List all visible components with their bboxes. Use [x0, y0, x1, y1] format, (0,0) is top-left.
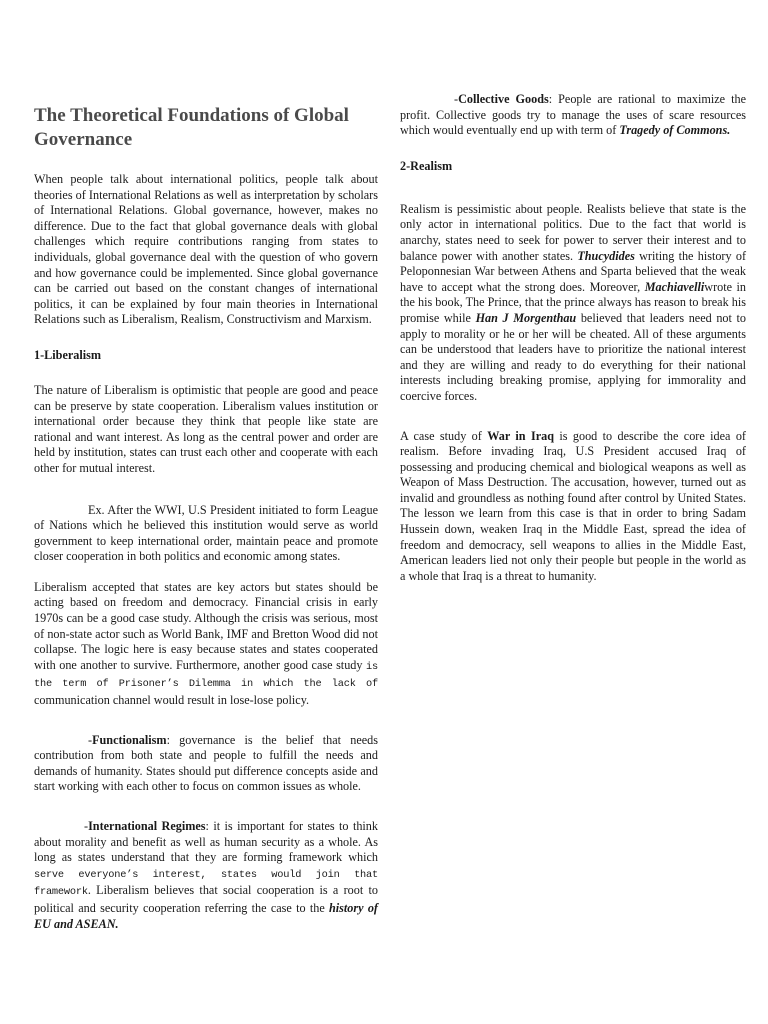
liberalism-example-paragraph: Ex. After the WWI, U.S President initiated to form League of Nations which he believed this institution would serve as world government to keep international order, maintain peace and promote closer cooperation in both politics and economic among states. — [34, 502, 378, 564]
realism-paragraph — [400, 202, 746, 405]
collective-goods-prefix: - — [454, 92, 459, 106]
document-title: The Theoretical Foundations of Global Governance — [34, 105, 349, 150]
heading-liberalism: 1-Liberalism — [34, 347, 102, 362]
thucydides-name: Thucydides — [577, 248, 635, 263]
morgenthau-name: Han J Morgenthau — [475, 310, 577, 325]
left-column — [34, 104, 378, 947]
regimes-term: International Regimes — [88, 819, 206, 833]
iraq-case-paragraph — [400, 429, 746, 585]
tragedy-of-commons-emphasis: Tragedy of Commons. — [619, 123, 731, 138]
liberalism-paragraph-3 — [34, 580, 378, 709]
realism-text-a: Realism is pessimistic about people. Realists believe that state is the only actor in international politics. Due to the fact that world is anarchy, states need to seek for power to server their interest and to balance power with another states. — [400, 201, 746, 263]
regimes-text-a: : it is important for states to think about morality and benefit as well as human security as a whole. As long as states understand that they are forming framework which — [34, 819, 378, 865]
machiavelli-name: Machiavelli — [644, 279, 705, 294]
iraq-text-b: is good to describe the core idea of realism. Before invading Iraq, U.S President accused Iraq of possessing and producing chemical and biological weapons as well as Weapon of Mass Destruction. The accusation, however, turned out as invalid and groundless as nothing found after control by United States. The lesson we learn from this case is that in order to bring Sadam Hussein down, weaken Iraq in the Middle East, spread the idea of freedom and democracy, sell weapons to allies in the Middle East, American leaders lied not only their people but people in the world as a whole that Iraq is a threat to humanity. — [400, 428, 746, 583]
eu-asean-emphasis: history of EU and ASEAN. — [34, 900, 378, 931]
regimes-text-b: . Liberalism believes that social cooperation is a root to political and security cooperation referring the case to the — [34, 883, 378, 915]
realism-text-d: believed that leaders need not to apply to morality or he or her will be cheated. All of these arguments can be understood that leaders have to prioritize the national interest and they are willing and ready to do everything for their national interests including breaking promise, applying for immorality and coercive forces. — [400, 310, 746, 403]
collective-goods-text: : People are rational to maximize the profit. Collective goods try to manage the uses of scare resources which would eventually end up with term of — [400, 92, 746, 138]
iraq-text-a: A case study of — [400, 428, 488, 443]
regimes-prefix: - — [84, 819, 89, 833]
prisoners-dilemma-text: is the term of Prisoner’s Dilemma in which the lack of — [34, 660, 378, 691]
realism-text-c: wrote in the his book, The Prince, that the prince always has reason to break his promise while — [400, 279, 746, 325]
functionalism-paragraph — [34, 733, 378, 795]
regimes-framework-text: serve everyone’s interest, states would join that framework — [34, 868, 378, 899]
heading-realism: 2-Realism — [400, 158, 453, 173]
functionalism-text: : governance is the belief that needs contribution from both state and people to fulfill the needs and demands of humanity. States should put difference concepts aside and start working with each other to focus on common issues as whole. — [34, 732, 378, 794]
liberalism-paragraph-1: The nature of Liberalism is optimistic that people are good and peace can be preserve by state cooperation. Liberalism values institution or international order because they think that people like state are rational and want interest. As long as the central power and order are held by institution, states can trust each other and cooperate with each other for mutual interest. — [34, 382, 378, 475]
collective-goods-term: Collective Goods — [458, 92, 549, 106]
liberalism-p3-text-b: communication channel would result in lose-lose policy. — [34, 693, 310, 708]
right-column — [400, 92, 746, 599]
liberalism-p3-text-a: Liberalism accepted that states are key actors but states should be acting based on freedom and democracy. Financial crisis in early 1970s can be a good case study. Although the crisis was serious, most of non-state actor such as World Bank, IMF and Bretton Wood did not collapse. The logic here is easy because states and states cooperated with one another to survive. Furthermore, another good case study — [34, 579, 378, 672]
collective-goods-paragraph — [400, 92, 746, 139]
international-regimes-paragraph — [34, 819, 378, 932]
functionalism-prefix: - — [88, 732, 93, 747]
realism-text-b: writing the history of Peloponnesian War between Athens and Sparta believed that the weak have to accept what the strong does. Moreover, — [400, 248, 746, 294]
functionalism-term: Functionalism — [92, 732, 167, 747]
intro-paragraph: When people talk about international politics, people talk about theories of International Relations as well as interpretation by scholars of International Relations. Global governance, however, makes no difference. Due to the fact that global governance deals with global challenges which require contributions ranging from states to individuals, global governance deal with the question of who govern and how governance could be implemented. Since global governance can be carried out based on the constant changes of international politics, it can be explained by four main theories in International Relations such as Liberalism, Realism, Constructivism and Marxism. — [34, 172, 378, 327]
war-in-iraq-term: War in Iraq — [487, 428, 554, 443]
